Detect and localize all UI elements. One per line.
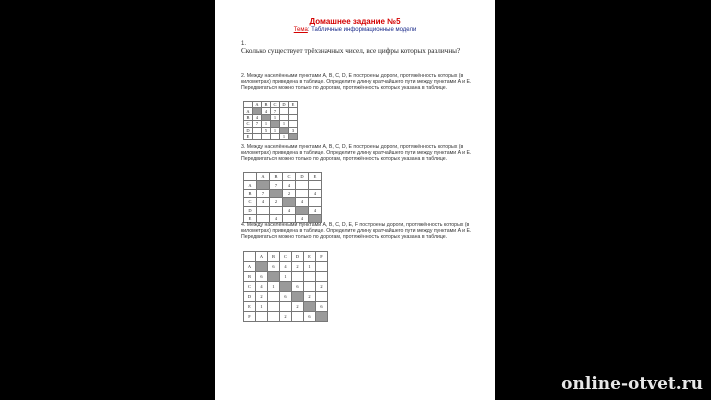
table-header-cell: C bbox=[283, 173, 296, 181]
table-header-cell: C bbox=[280, 252, 292, 262]
table-row-label: B bbox=[244, 189, 257, 197]
table-row bbox=[244, 181, 322, 189]
table-row-label: E bbox=[244, 214, 257, 222]
table-cell bbox=[304, 282, 316, 292]
table-row-label: A bbox=[244, 108, 253, 114]
table-cell bbox=[283, 198, 296, 206]
table-cell: 1 bbox=[280, 272, 292, 282]
table-cell bbox=[292, 312, 304, 322]
table-cell: 1 bbox=[304, 262, 316, 272]
table-cell bbox=[270, 189, 283, 197]
table-row-label: B bbox=[244, 272, 256, 282]
table-cell: 1 bbox=[268, 282, 280, 292]
table-cell: 1 bbox=[271, 127, 280, 133]
table-header-cell: F bbox=[316, 252, 328, 262]
table-header-cell: C bbox=[271, 102, 280, 108]
table-cell: 4 bbox=[280, 262, 292, 272]
table-cell bbox=[256, 312, 268, 322]
table-header-row bbox=[244, 252, 328, 262]
table-cell: 7 bbox=[257, 189, 270, 197]
table-cell bbox=[292, 292, 304, 302]
table-row bbox=[244, 282, 328, 292]
table-cell: 1 bbox=[280, 133, 289, 139]
table-cell bbox=[280, 282, 292, 292]
table-row-label: A bbox=[244, 262, 256, 272]
table-row-label: E bbox=[244, 302, 256, 312]
table-cell bbox=[253, 133, 262, 139]
table-cell: 2 bbox=[270, 198, 283, 206]
table-cell: 4 bbox=[309, 206, 322, 214]
table-row bbox=[244, 312, 328, 322]
table-cell bbox=[296, 206, 309, 214]
table-cell: 3 bbox=[289, 127, 298, 133]
table-row bbox=[244, 302, 328, 312]
table-header-cell: E bbox=[304, 252, 316, 262]
question-1-text: Сколько существует трёхзначных чисел, все цифры которых различны? bbox=[241, 47, 461, 55]
topic-text: : Табличные информационные модели bbox=[307, 27, 417, 33]
table-cell: 6 bbox=[292, 282, 304, 292]
table-row-label: D bbox=[244, 206, 257, 214]
table-cell: 4 bbox=[270, 214, 283, 222]
table-header-cell: A bbox=[257, 173, 270, 181]
question-2-table bbox=[243, 101, 298, 140]
table-cell: 2 bbox=[292, 262, 304, 272]
table-cell bbox=[289, 133, 298, 139]
table-row bbox=[244, 133, 298, 139]
table-cell bbox=[270, 206, 283, 214]
table-cell: 4 bbox=[309, 189, 322, 197]
table-row bbox=[244, 272, 328, 282]
table-header-cell: D bbox=[280, 102, 289, 108]
table-cell bbox=[296, 181, 309, 189]
table-row-label: E bbox=[244, 133, 253, 139]
table-header-cell: B bbox=[270, 173, 283, 181]
table-header-cell: E bbox=[289, 102, 298, 108]
table-cell: 1 bbox=[256, 302, 268, 312]
table-cell: 2 bbox=[304, 292, 316, 302]
table-row-label: C bbox=[244, 282, 256, 292]
table-cell: 4 bbox=[256, 282, 268, 292]
table-row-label: D bbox=[244, 127, 253, 133]
table-cell: 6 bbox=[280, 292, 292, 302]
table-cell bbox=[296, 189, 309, 197]
question-3-text: 3. Между населёнными пунктами A, B, C, D, E построены дороги, протяжённость которых (в километрах) приведена в таблице. Определите длину кратчайшего пути между пунктами A и E. Передвигаться можно только по дорогам, протяжённость которых указана в таблице. bbox=[241, 144, 472, 163]
table-cell bbox=[292, 272, 304, 282]
table-cell bbox=[268, 312, 280, 322]
table-cell bbox=[280, 302, 292, 312]
question-1-number: 1. bbox=[241, 41, 247, 47]
table-cell: 7 bbox=[271, 108, 280, 114]
table-cell: 4 bbox=[283, 181, 296, 189]
table-header-row bbox=[244, 173, 322, 181]
table-cell: 4 bbox=[262, 108, 271, 114]
table-cell bbox=[256, 262, 268, 272]
table-cell: 7 bbox=[253, 121, 262, 127]
table-cell bbox=[262, 133, 271, 139]
table-cell: 2 bbox=[316, 282, 328, 292]
table-cell: 2 bbox=[280, 312, 292, 322]
table-header-cell: D bbox=[292, 252, 304, 262]
table-cell: 2 bbox=[283, 189, 296, 197]
table-cell: 1 bbox=[262, 121, 271, 127]
table-header-cell: D bbox=[296, 173, 309, 181]
table-cell: 6 bbox=[256, 272, 268, 282]
table-header-cell bbox=[244, 252, 256, 262]
table-cell bbox=[304, 272, 316, 282]
document-page bbox=[215, 0, 495, 400]
table-header-cell bbox=[244, 173, 257, 181]
table-row bbox=[244, 189, 322, 197]
table-header-cell: A bbox=[253, 102, 262, 108]
table-header-cell: A bbox=[256, 252, 268, 262]
table-cell bbox=[309, 198, 322, 206]
table-cell: 7 bbox=[270, 181, 283, 189]
table-row bbox=[244, 292, 328, 302]
table-row-label: F bbox=[244, 312, 256, 322]
table-cell bbox=[257, 206, 270, 214]
table-cell: 1 bbox=[280, 121, 289, 127]
table-cell bbox=[316, 272, 328, 282]
table-cell: 4 bbox=[283, 206, 296, 214]
question-4-table bbox=[243, 251, 328, 322]
watermark: online-otvet.ru bbox=[561, 374, 703, 394]
table-cell bbox=[268, 292, 280, 302]
table-row-label: B bbox=[244, 114, 253, 120]
table-cell bbox=[257, 181, 270, 189]
table-cell: 4 bbox=[257, 198, 270, 206]
table-cell: 6 bbox=[316, 302, 328, 312]
table-cell: 2 bbox=[256, 292, 268, 302]
table-cell bbox=[268, 302, 280, 312]
table-cell bbox=[268, 272, 280, 282]
table-cell: 4 bbox=[296, 198, 309, 206]
table-cell: 6 bbox=[268, 262, 280, 272]
table-row-label: D bbox=[244, 292, 256, 302]
table-cell bbox=[271, 133, 280, 139]
table-cell bbox=[309, 181, 322, 189]
topic-label: Тема bbox=[293, 27, 308, 33]
page-title: Домашнее задание №5 bbox=[309, 17, 401, 26]
topic-line bbox=[215, 27, 495, 33]
table-row-label: A bbox=[244, 181, 257, 189]
table-cell: 1 bbox=[271, 114, 280, 120]
question-3-table bbox=[243, 172, 322, 223]
table-row-label: C bbox=[244, 198, 257, 206]
table-row-label: C bbox=[244, 121, 253, 127]
table-cell: 4 bbox=[296, 214, 309, 222]
table-cell bbox=[316, 262, 328, 272]
table-row bbox=[244, 206, 322, 214]
table-cell: 2 bbox=[292, 302, 304, 312]
table-row bbox=[244, 262, 328, 272]
table-cell: 4 bbox=[253, 114, 262, 120]
table-cell bbox=[316, 312, 328, 322]
table-cell bbox=[316, 292, 328, 302]
table-header-cell: E bbox=[309, 173, 322, 181]
table-cell: 6 bbox=[304, 312, 316, 322]
question-2-text: 2. Между населёнными пунктами A, B, C, D, E построены дороги, протяжённость которых (в километрах) приведена в таблице. Определите длину кратчайшего пути между пунктами A и E. Передвигаться можно только по дорогам, протяжённость которых указана в таблице. bbox=[241, 73, 472, 92]
table-header-cell: B bbox=[262, 102, 271, 108]
question-4-text: 4. Между населёнными пунктами A, B, C, D, E, F построены дороги, протяжённость которых (в километрах) приведена в таблице. Определите длину кратчайшего пути между пунктами A и E. Передвигаться можно только по дорогам, протяжённость которых указана в таблице. bbox=[241, 222, 472, 241]
table-header-cell: B bbox=[268, 252, 280, 262]
table-row bbox=[244, 198, 322, 206]
table-cell bbox=[304, 302, 316, 312]
table-cell: 5 bbox=[262, 127, 271, 133]
